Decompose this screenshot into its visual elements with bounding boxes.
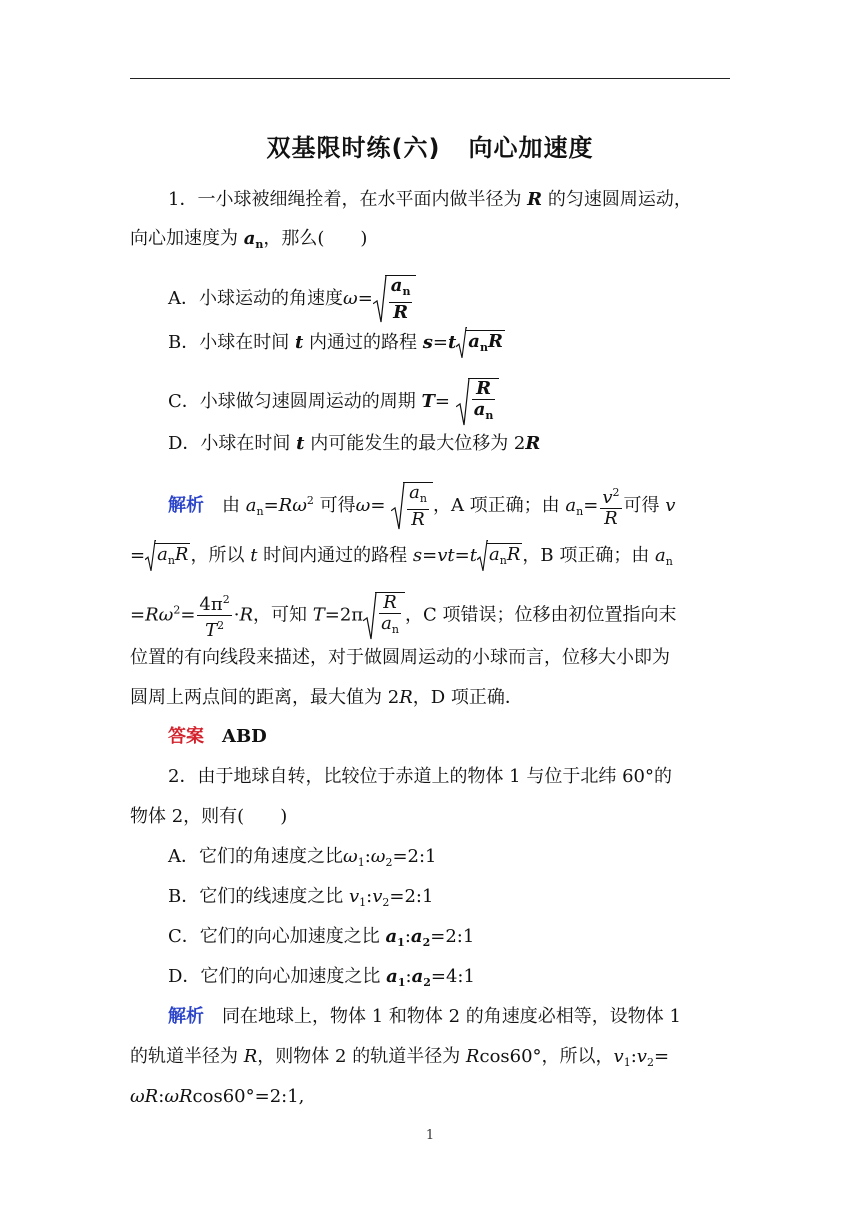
q1-option-c: C．小球做匀速圆周运动的周期 T= $\frac{R}{a_n}$ bbox=[168, 378, 730, 426]
q1-option-b: B．小球在时间 t 内通过的路程 s=t $a_nR$ bbox=[168, 327, 730, 359]
q1-explanation-line3: $=R\omega^2=$ $\frac{4\pi^2}{T^2}$ ·R，可知 T=2π $\frac{R}{a_n}$ ，C 项错误；位移由初位置指向末 bbox=[130, 591, 677, 641]
q2-option-a: A．它们的角速度之比$\omega_1:\omega_2=2:1$ bbox=[168, 846, 437, 869]
header-rule bbox=[130, 78, 730, 79]
q2-stem-line2: 物体 2，则有( ) bbox=[130, 806, 288, 827]
sqrt-symbol: $\frac{R}{a_n}$ bbox=[363, 592, 405, 640]
q1-explanation-line5: 圆周上两点间的距离，最大值为 2R，D 项正确． bbox=[130, 687, 523, 708]
q1-explanation-line4: 位置的有向线段来描述，对于做圆周运动的小球而言，位移大小即为 bbox=[130, 647, 670, 668]
sqrt-symbol: $\frac{a_n}{R}$ bbox=[391, 482, 433, 530]
q2-explanation-line1: 解析 同在地球上，物体 1 和物体 2 的角速度必相等，设物体 1 bbox=[168, 1006, 681, 1027]
q2-explanation-line2: 的轨道半径为 R，则物体 2 的轨道半径为 Rcos60°，所以，$v_1:v_2=$ bbox=[130, 1046, 670, 1069]
q1-answer bbox=[168, 722, 730, 752]
page-title bbox=[0, 128, 860, 163]
q1-explanation-line2: = $a_nR$ ，所以 t 时间内通过的路程 s=vt=t $a_nR$ ，B 项正确；由 $a_n$ bbox=[130, 540, 730, 577]
page-number: 1 bbox=[425, 1128, 435, 1143]
answer-label: 答案 bbox=[168, 726, 204, 747]
q2-option-d: D．它们的向心加速度之比 $a_1:a_2=4:1$ bbox=[168, 966, 475, 989]
q1-option-a: A．小球运动的角速度ω= $\frac{a_n}{R}$ bbox=[168, 275, 730, 323]
explanation-label: 解析 bbox=[168, 1006, 204, 1027]
sqrt-symbol: $a_nR$ bbox=[477, 540, 522, 572]
explanation-label: 解析 bbox=[168, 495, 204, 516]
q1-explanation-line1: 解析 由 $a_n=R\omega^2$ 可得ω= $\frac{a_n}{R}$ ，A 项正确；由 $a_n=$ $\frac{v^2}{R}$ 可得 v bbox=[168, 482, 676, 530]
sqrt-symbol: $\frac{a_n}{R}$ bbox=[373, 275, 417, 323]
sqrt-symbol: $\frac{R}{a_n}$ bbox=[456, 378, 500, 426]
title-main: 双基限时练(六) bbox=[266, 134, 441, 162]
answer-value: ABD bbox=[222, 726, 267, 747]
q2-option-b: B．它们的线速度之比 $v_1:v_2=2:1$ bbox=[168, 886, 434, 909]
q2-stem-line1: 2．由于地球自转，比较位于赤道上的物体 1 与位于北纬 60°的 bbox=[168, 766, 672, 787]
q1-stem-line1: 1．一小球被细绳拴着，在水平面内做半径为 R 的匀速圆周运动， bbox=[168, 189, 692, 210]
q2-option-c: C．它们的向心加速度之比 $a_1:a_2=2:1$ bbox=[168, 926, 475, 949]
title-sub: 向心加速度 bbox=[468, 134, 594, 162]
q1-option-d: D．小球在时间 t 内可能发生的最大位移为 2R bbox=[168, 433, 541, 454]
q2-explanation-line3: ωR:ωRcos60°=2:1, bbox=[130, 1086, 305, 1107]
sqrt-symbol: $a_nR$ bbox=[456, 327, 505, 359]
sqrt-symbol: $a_nR$ bbox=[145, 540, 190, 572]
q1-stem-line2: 向心加速度为 $a_n$，那么( ) bbox=[130, 228, 368, 251]
